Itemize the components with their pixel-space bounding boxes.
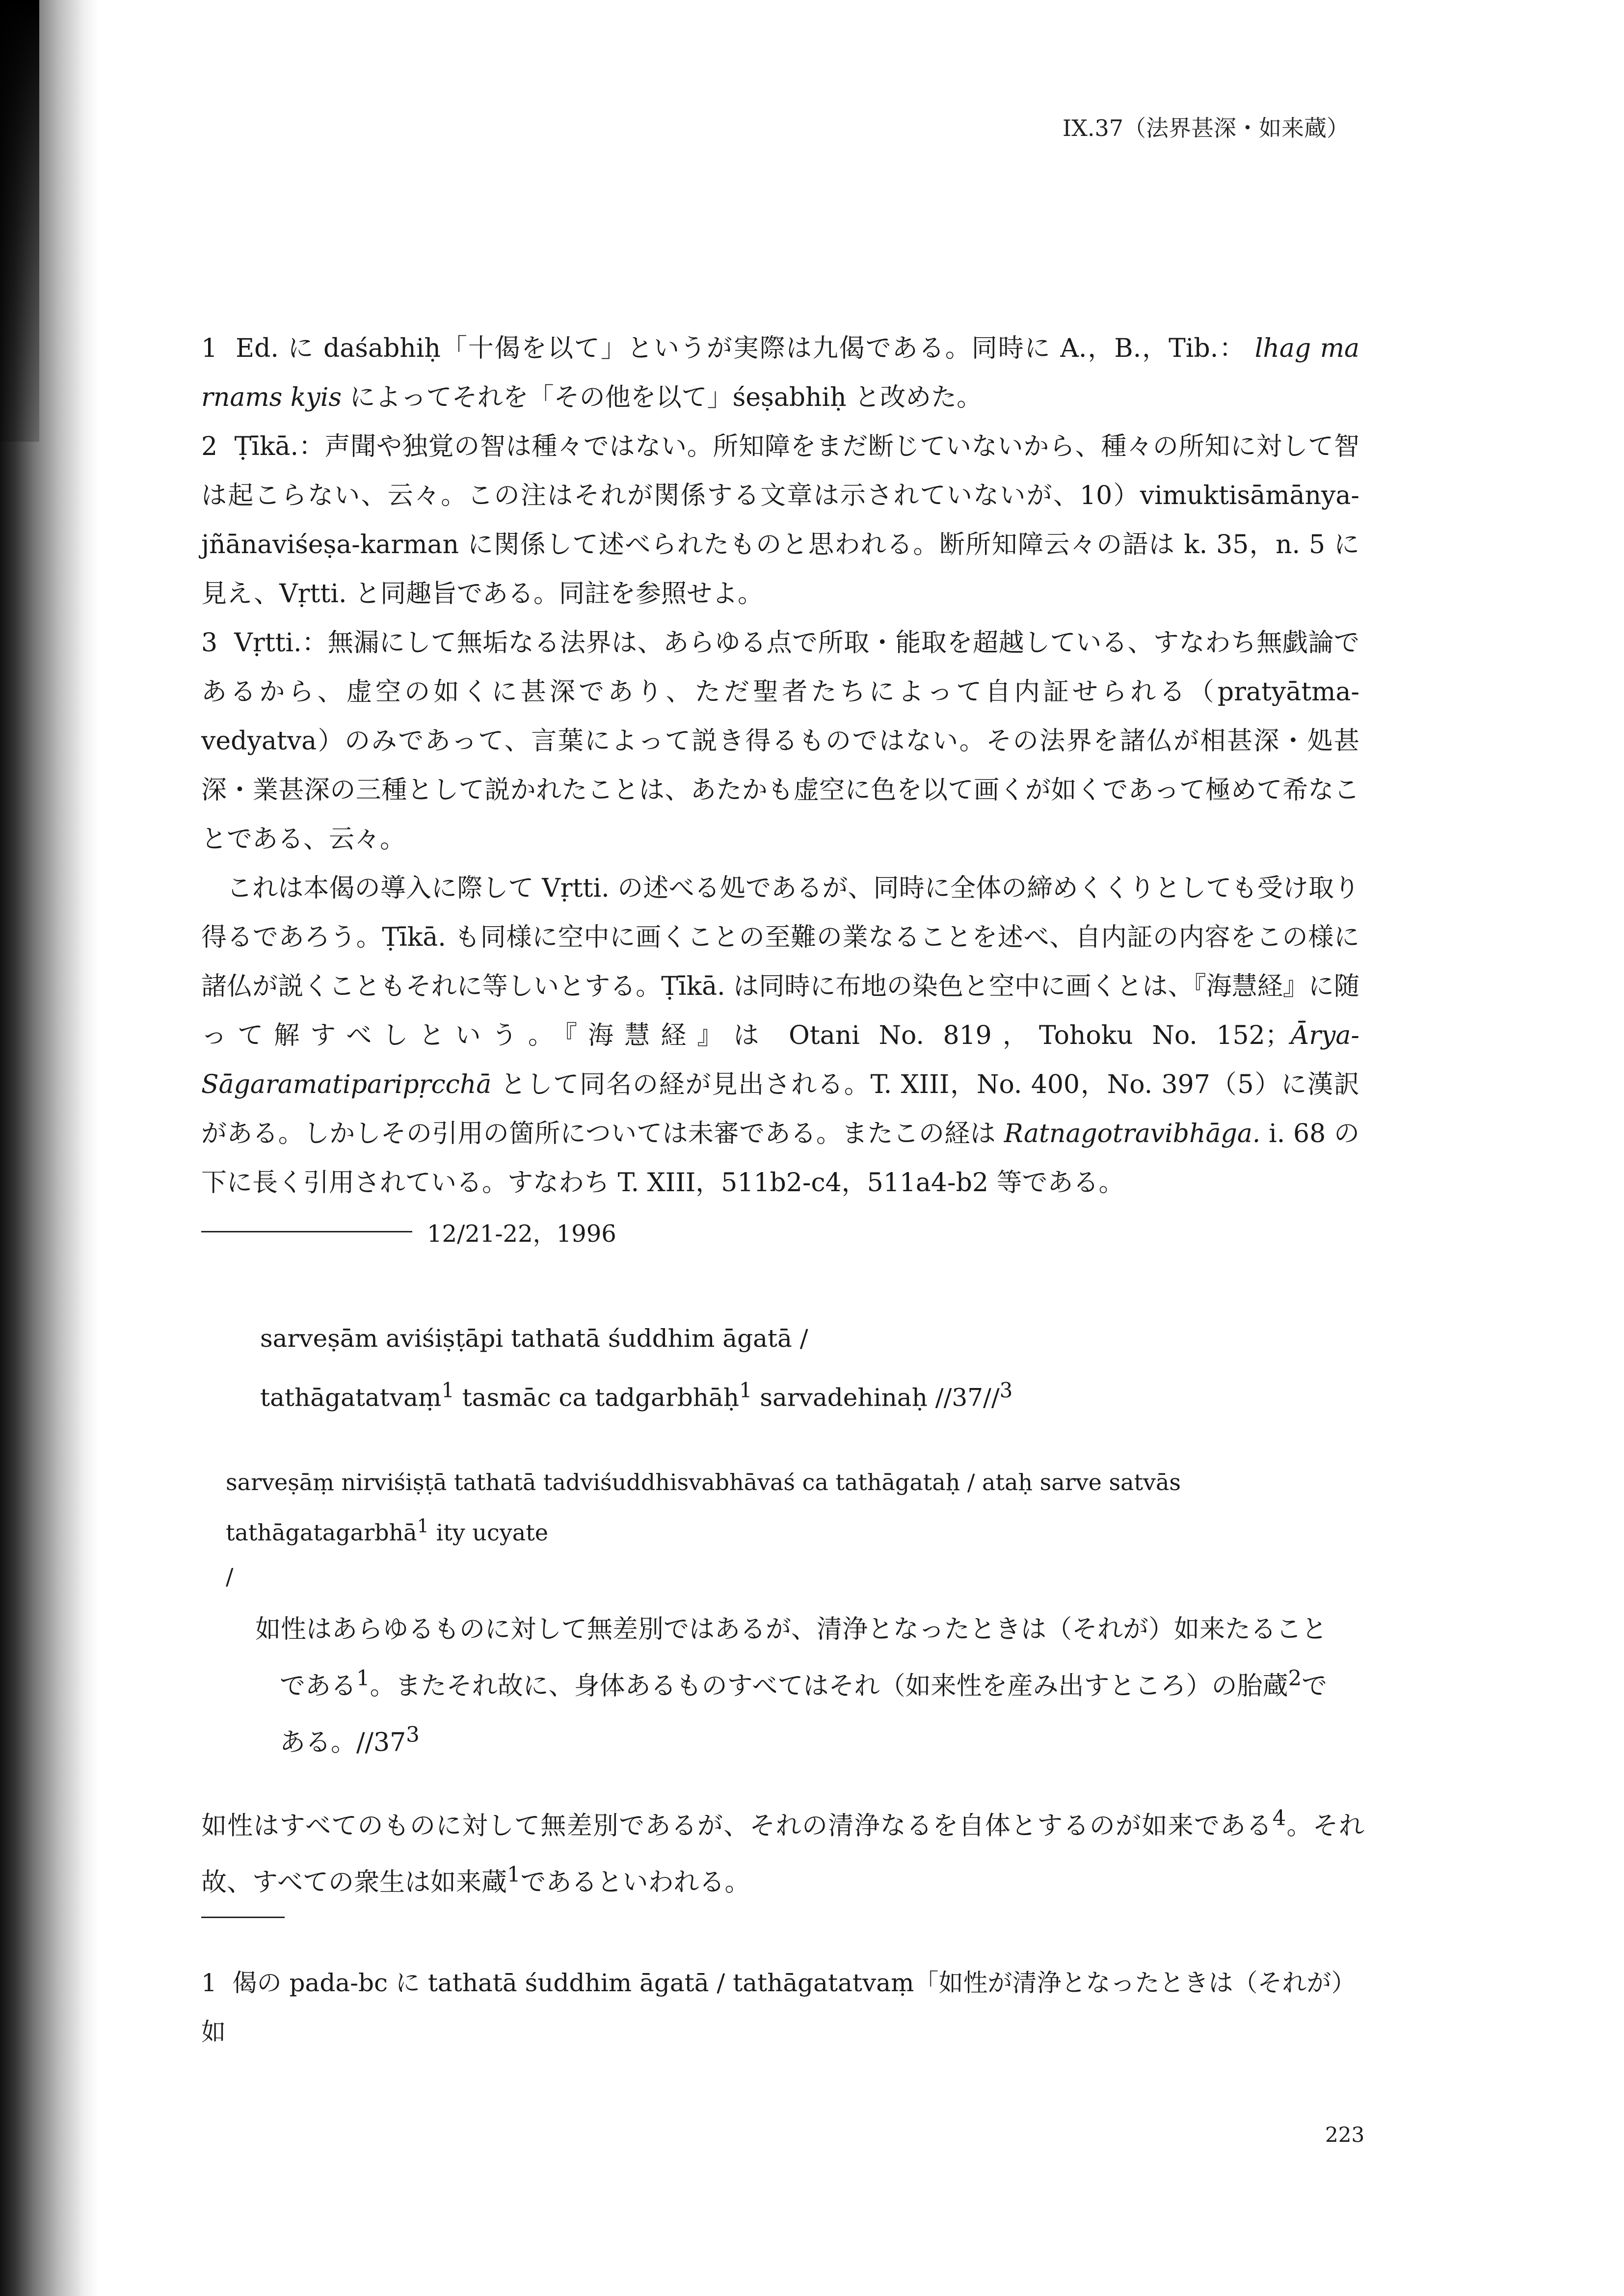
- footnote-1-tibetan: lhag ma rnams kyis: [201, 334, 1360, 412]
- prose-translation-text-2: 。それ故、すべての衆生は如来蔵: [201, 1811, 1364, 1897]
- commentary-paragraph: [201, 864, 1359, 1207]
- bottom-footnote-text: 偈の pada-bc に tathatā śuddhim āgatā / tathāgatatvaṃ「如性が清浄となったときは（それが）如: [201, 1969, 1356, 2046]
- verse-word-tathagatatvam: tathāgatatvaṃ: [260, 1383, 442, 1412]
- commentary-title-ratnagotra: Ratnagotravibhāga.: [1004, 1119, 1261, 1148]
- running-header: IX.37（法界甚深・如来蔵）: [1062, 115, 1349, 141]
- footnote-separator: [201, 1917, 285, 1918]
- prose-translation-text-3: であるといわれる。: [520, 1868, 750, 1897]
- commentary-text-3: i. 68 の下に長く引用されている。すなわち T. XIII，511b2-c4，511a4-b2 等である。: [201, 1119, 1359, 1198]
- sanskrit-verse: [260, 1313, 1012, 1424]
- footnote-1-number: 1: [201, 334, 218, 363]
- date-line: [201, 1215, 616, 1249]
- verse-line-1: sarveṣām aviśiṣṭāpi tathatā śuddhim āgatā /: [260, 1324, 808, 1353]
- translation-line-1: 如性はあらゆるものに対して無差別ではあるが、清浄となったときは（それが）如来たること: [255, 1615, 1328, 1644]
- verse-word-sarvadehinah: sarvadehinaḥ //37//: [752, 1383, 1000, 1412]
- verse-sup-1: 1: [441, 1378, 454, 1402]
- footnotes-top: [201, 324, 1359, 1207]
- bottom-footnote: [201, 1958, 1364, 2056]
- verse-line-2: [260, 1364, 1012, 1424]
- prose-translation-text-1: 如性はすべてのものに対して無差別であるが、それの清浄なるを自体とするのが如来である: [201, 1811, 1273, 1841]
- footnote-1-text: Ed. に daśabhiḥ「十偈を以て」というが実際は九偈である。同時に A.，B.，Tib.：: [236, 334, 1246, 363]
- commentary-title-sagaramati: Ārya-Sāgaramatiparipṛcchā: [201, 1021, 1359, 1099]
- verse-word-tadgarbhah: tasmāc ca tadgarbhāḥ: [454, 1383, 739, 1412]
- translation-text-3a: ある。//37: [280, 1728, 406, 1758]
- prose-translation-paragraph: [201, 1794, 1364, 1907]
- translation-sup-3: 3: [406, 1723, 420, 1748]
- commentary-text-1: これは本偈の導入に際して Vṛtti. の述べる処であるが、同時に全体の締めくくりとしても受け取り得るであろう。Ṭīkā. も同様に空中に画くことの至難の業なることを述べ、自内証の内容をこの様に諸仏が説くこともそれに等しいとする。Ṭīkā. は同時に布地の染色と空中に画くとは、『海慧経』に随って解すべしという。『海慧経』は Otani No. 819，Tohoku No. 152；: [201, 874, 1359, 1050]
- prose-text-b: ity ucyate: [428, 1519, 548, 1546]
- translation-line-2: [255, 1654, 1364, 1710]
- verse-translation: [255, 1605, 1364, 1767]
- footnote-3-number: 3: [201, 628, 218, 658]
- prose-translation-sup-2: 1: [506, 1863, 521, 1888]
- footnote-2: [201, 422, 1359, 618]
- translation-text-2a: である: [280, 1671, 357, 1701]
- page-number: 223: [1325, 2123, 1365, 2147]
- footnote-2-text: Ṭīkā.：声聞や独覚の智は種々ではない。所知障をまだ断じていないから、種々の所知に対して智は起こらない、云々。この注はそれが関係する文章は示されていないが、10）vimuktisāmānya-jñānaviśeṣa-karman に関係して述べられたものと思われる。断所知障云々の語は k. 35，n. 5 に見え、Vṛtti. と同趣旨である。同註を参照せよ。: [201, 432, 1360, 609]
- prose-translation: [201, 1794, 1364, 1907]
- footnote-1: [201, 324, 1359, 422]
- footnote-3-text: Vṛtti.：無漏にして無垢なる法界は、あらゆる点で所取・能取を超越している、すなわち無戯論であるから、虚空の如くに甚深であり、ただ聖者たちによって自内証せられる（pratyātma-vedyatva）のみであって、言葉によって説き得るものではない。その法界を諸仏が相甚深・処甚深・業甚深の三種として説かれたことは、あたかも虚空に色を以て画くが如くであって極めて希なことである、云々。: [201, 628, 1359, 854]
- bottom-footnote-number: 1: [201, 1969, 217, 1997]
- translation-sup-1: 1: [356, 1666, 370, 1691]
- translation-line-3: [255, 1710, 1364, 1767]
- commentary-text-2: として同名の経が見出される。T. XIII，No. 400，No. 397（5）に漢訳がある。しかしその引用の箇所については未審である。またこの経は: [201, 1070, 1359, 1148]
- translation-text-2c: で: [1302, 1671, 1328, 1701]
- prose-translation-sup-1: 4: [1272, 1806, 1286, 1831]
- prose-text-a: sarveṣāṃ nirviśiṣṭā tathatā tadviśuddhisvabhāvaś ca tathāgataḥ / ataḥ sarve satvās tathāgatagarbhā: [226, 1469, 1181, 1546]
- footnote-3: [201, 618, 1359, 864]
- dash-rule: [201, 1231, 412, 1232]
- prose-line-2: /: [226, 1563, 234, 1590]
- footnote-2-number: 2: [201, 432, 218, 461]
- verse-sup-3: 3: [999, 1378, 1013, 1402]
- verse-sup-2: 1: [739, 1378, 752, 1402]
- prose-line-1: [226, 1460, 1364, 1554]
- footnote-1-text-end: によってそれを「その他を以て」śeṣabhiḥ と改めた。: [349, 383, 983, 412]
- prose-sup: 1: [417, 1515, 429, 1537]
- translation-text-2b: 。またそれ故に、身体あるものすべてはそれ（如来性を産み出すところ）の胎蔵: [370, 1671, 1288, 1701]
- date-text: 12/21-22，1996: [427, 1220, 616, 1248]
- sanskrit-prose: [226, 1460, 1364, 1599]
- translation-sup-2: 2: [1288, 1666, 1302, 1691]
